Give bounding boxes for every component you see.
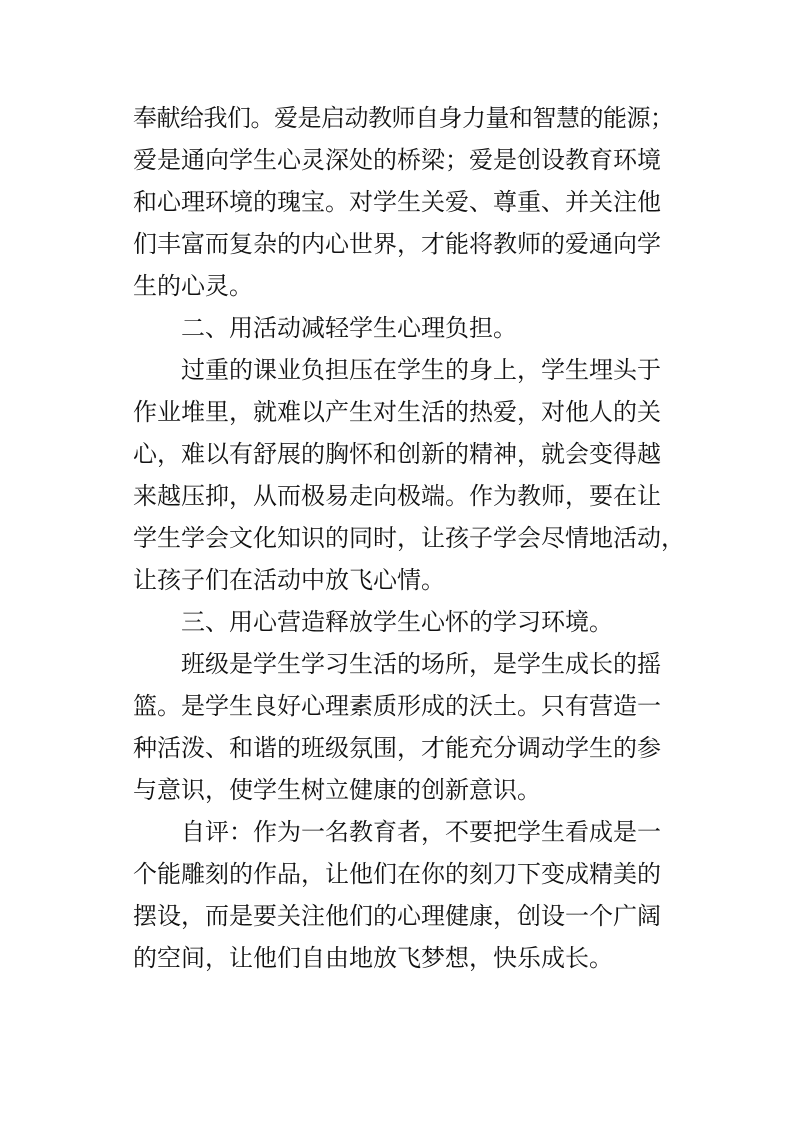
text-line: 来越压抑，从而极易走向极端。作为教师，要在让 bbox=[133, 482, 661, 510]
text-line: 种活泼、和谐的班级氛围，才能充分调动学生的参 bbox=[133, 734, 661, 762]
text-line: 奉献给我们。爱是启动教师自身力量和智慧的能源； bbox=[133, 104, 674, 132]
text-line: 摆设，而是要关注他们的心理健康，创设一个广阔 bbox=[133, 902, 661, 930]
section-heading: 三、用心营造释放学生心怀的学习环境。 bbox=[181, 608, 613, 636]
text-line: 的空间，让他们自由地放飞梦想，快乐成长。 bbox=[133, 944, 613, 972]
text-line: 让孩子们在活动中放飞心情。 bbox=[133, 566, 445, 594]
text-line: 与意识，使学生树立健康的创新意识。 bbox=[133, 776, 541, 804]
text-line: 个能雕刻的作品，让他们在你的刻刀下变成精美的 bbox=[133, 860, 661, 888]
text-line: 学生学会文化知识的同时，让孩子学会尽情地活动， bbox=[133, 524, 685, 552]
text-line: 心，难以有舒展的胸怀和创新的精神，就会变得越 bbox=[133, 440, 661, 468]
text-line: 班级是学生学习生活的场所，是学生成长的摇 bbox=[181, 650, 661, 678]
document-body bbox=[133, 97, 685, 979]
text-line: 过重的课业负担压在学生的身上，学生埋头于 bbox=[181, 356, 661, 384]
text-line: 生的心灵。 bbox=[133, 272, 253, 300]
text-line: 爱是通向学生心灵深处的桥梁；爱是创设教育环境 bbox=[133, 146, 661, 174]
text-line: 篮。是学生良好心理素质形成的沃土。只有营造一 bbox=[133, 692, 661, 720]
text-line: 作业堆里，就难以产生对生活的热爱，对他人的关 bbox=[133, 398, 661, 426]
text-line: 们丰富而复杂的内心世界，才能将教师的爱通向学 bbox=[133, 230, 661, 258]
text-line: 和心理环境的瑰宝。对学生关爱、尊重、并关注他 bbox=[133, 188, 661, 216]
text-line: 自评：作为一名教育者，不要把学生看成是一 bbox=[181, 818, 661, 846]
section-heading: 二、用活动减轻学生心理负担。 bbox=[181, 314, 517, 342]
